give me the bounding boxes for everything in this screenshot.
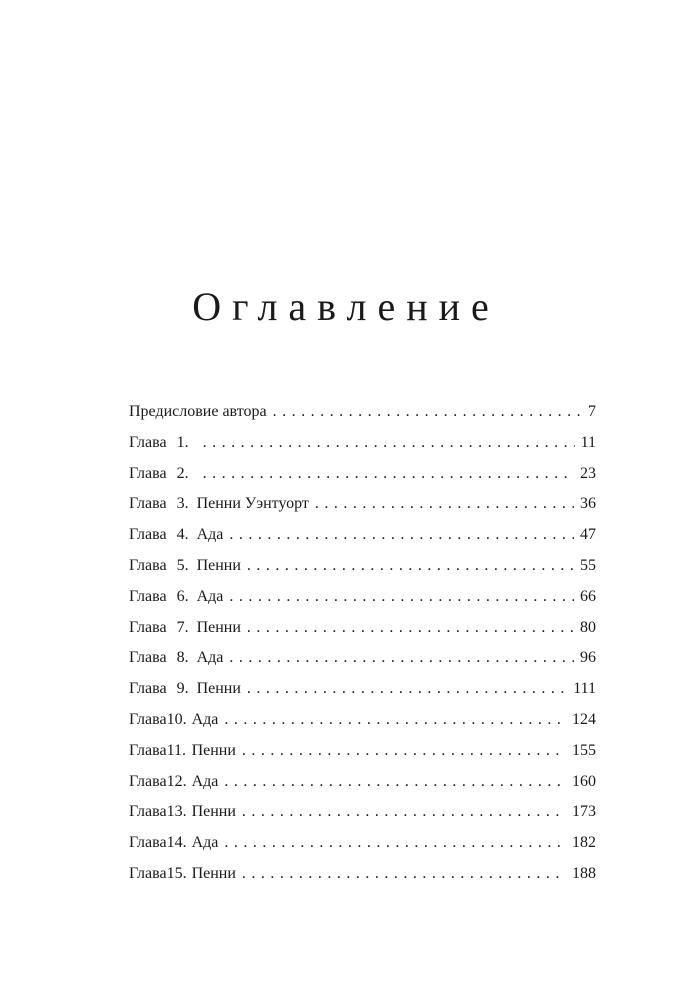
toc-chapter-number: 13. <box>166 803 187 821</box>
toc-chapter-title: Ада <box>196 587 224 605</box>
toc-chapter-title: Пенни <box>191 741 236 759</box>
dot-leader <box>229 649 574 667</box>
toc-chapter-prefix: Глава <box>129 834 167 852</box>
toc-chapter-number: 12. <box>166 772 187 790</box>
toc-chapter-title: Ада <box>191 710 219 728</box>
toc-chapter-title: Ада <box>191 772 219 790</box>
dot-leader <box>242 803 566 821</box>
toc-chapter-title: Пенни <box>196 618 241 636</box>
toc-entry-chapter-6[interactable] <box>129 588 596 619</box>
toc-chapter-prefix: Глава <box>129 680 167 698</box>
toc-chapter-number: 5. <box>176 556 189 574</box>
toc-page-number: 188 <box>572 864 596 882</box>
dot-leader <box>247 619 574 637</box>
toc-chapter-number: 14. <box>166 834 187 852</box>
toc-chapter-number: 6. <box>176 587 189 605</box>
table-of-contents <box>129 403 596 896</box>
toc-chapter-number: 10. <box>166 710 187 728</box>
toc-chapter-title: Ада <box>196 649 224 667</box>
page-title: Оглавление <box>192 284 500 329</box>
toc-chapter-prefix: Глава <box>129 556 167 574</box>
toc-entry-chapter-14[interactable] <box>129 834 596 865</box>
toc-entry-chapter-9[interactable] <box>129 680 596 711</box>
toc-entry-chapter-2[interactable] <box>129 465 596 496</box>
toc-chapter-prefix: Глава <box>129 464 167 482</box>
toc-page-number: 36 <box>580 495 596 513</box>
toc-page-number: 96 <box>580 649 596 667</box>
toc-chapter-title: Ада <box>191 834 219 852</box>
toc-chapter-title: Пенни <box>191 803 236 821</box>
dot-leader <box>203 465 574 483</box>
toc-chapter-title: Пенни Уэнтуорт <box>196 495 309 513</box>
toc-page-number: 55 <box>580 556 596 574</box>
dot-leader <box>247 557 574 575</box>
toc-page-number: 80 <box>580 618 596 636</box>
toc-chapter-prefix: Глава <box>129 772 167 790</box>
toc-chapter-title: Пенни <box>191 864 236 882</box>
toc-chapter-prefix: Глава <box>129 526 167 544</box>
toc-entry-chapter-11[interactable] <box>129 742 596 773</box>
toc-chapter-prefix: Глава <box>129 803 167 821</box>
toc-entry-chapter-12[interactable] <box>129 773 596 804</box>
toc-chapter-prefix: Глава <box>129 649 167 667</box>
dot-leader <box>203 434 575 452</box>
toc-page-number: 155 <box>572 741 596 759</box>
dot-leader <box>315 495 574 513</box>
toc-chapter-prefix: Глава <box>129 618 167 636</box>
toc-chapter-number: 1. <box>176 433 189 451</box>
toc-chapter-title: Ада <box>196 526 224 544</box>
toc-chapter-number: 7. <box>176 618 189 636</box>
toc-chapter-number: 11. <box>166 741 186 759</box>
dot-leader <box>229 526 574 544</box>
toc-chapter-prefix: Глава <box>129 741 167 759</box>
toc-chapter-prefix: Глава <box>129 495 167 513</box>
toc-page-number: 7 <box>588 403 596 420</box>
toc-entry-chapter-7[interactable] <box>129 619 596 650</box>
toc-entry-chapter-5[interactable] <box>129 557 596 588</box>
toc-entry-chapter-3[interactable] <box>129 495 596 526</box>
toc-chapter-number: 4. <box>176 526 189 544</box>
toc-entry-preface[interactable] <box>129 403 596 434</box>
dot-leader <box>247 680 567 698</box>
toc-chapter-number: 2. <box>176 464 189 482</box>
toc-page-number: 11 <box>580 433 596 451</box>
toc-entry-chapter-10[interactable] <box>129 711 596 742</box>
dot-leader <box>242 865 566 883</box>
toc-chapter-prefix: Глава <box>129 864 167 882</box>
toc-chapter-number: 8. <box>176 649 189 667</box>
toc-entry-chapter-8[interactable] <box>129 649 596 680</box>
toc-page-number: 173 <box>572 803 596 821</box>
toc-entry-chapter-1[interactable] <box>129 434 596 465</box>
toc-chapter-title: Пенни <box>196 556 241 574</box>
dot-leader <box>242 742 566 760</box>
toc-entry-label: Предисловие автора <box>129 403 267 420</box>
toc-chapter-title: Пенни <box>196 680 241 698</box>
toc-entry-chapter-15[interactable] <box>129 865 596 896</box>
dot-leader <box>273 403 582 421</box>
dot-leader <box>224 834 566 852</box>
toc-page-number: 182 <box>572 834 596 852</box>
toc-chapter-number: 9. <box>176 680 189 698</box>
dot-leader <box>224 711 566 729</box>
toc-chapter-prefix: Глава <box>129 433 167 451</box>
toc-page-number: 160 <box>572 772 596 790</box>
toc-chapter-number: 15. <box>166 864 187 882</box>
toc-chapter-prefix: Глава <box>129 587 167 605</box>
toc-page-number: 47 <box>580 526 596 544</box>
toc-page-number: 66 <box>580 587 596 605</box>
toc-chapter-number: 3. <box>176 495 189 513</box>
dot-leader <box>229 588 574 606</box>
toc-page-number: 23 <box>580 464 596 482</box>
toc-chapter-prefix: Глава <box>129 710 167 728</box>
toc-entry-chapter-13[interactable] <box>129 803 596 834</box>
toc-entry-chapter-4[interactable] <box>129 526 596 557</box>
dot-leader <box>224 773 566 791</box>
toc-page-number: 124 <box>572 710 596 728</box>
toc-page-number: 111 <box>573 680 596 698</box>
